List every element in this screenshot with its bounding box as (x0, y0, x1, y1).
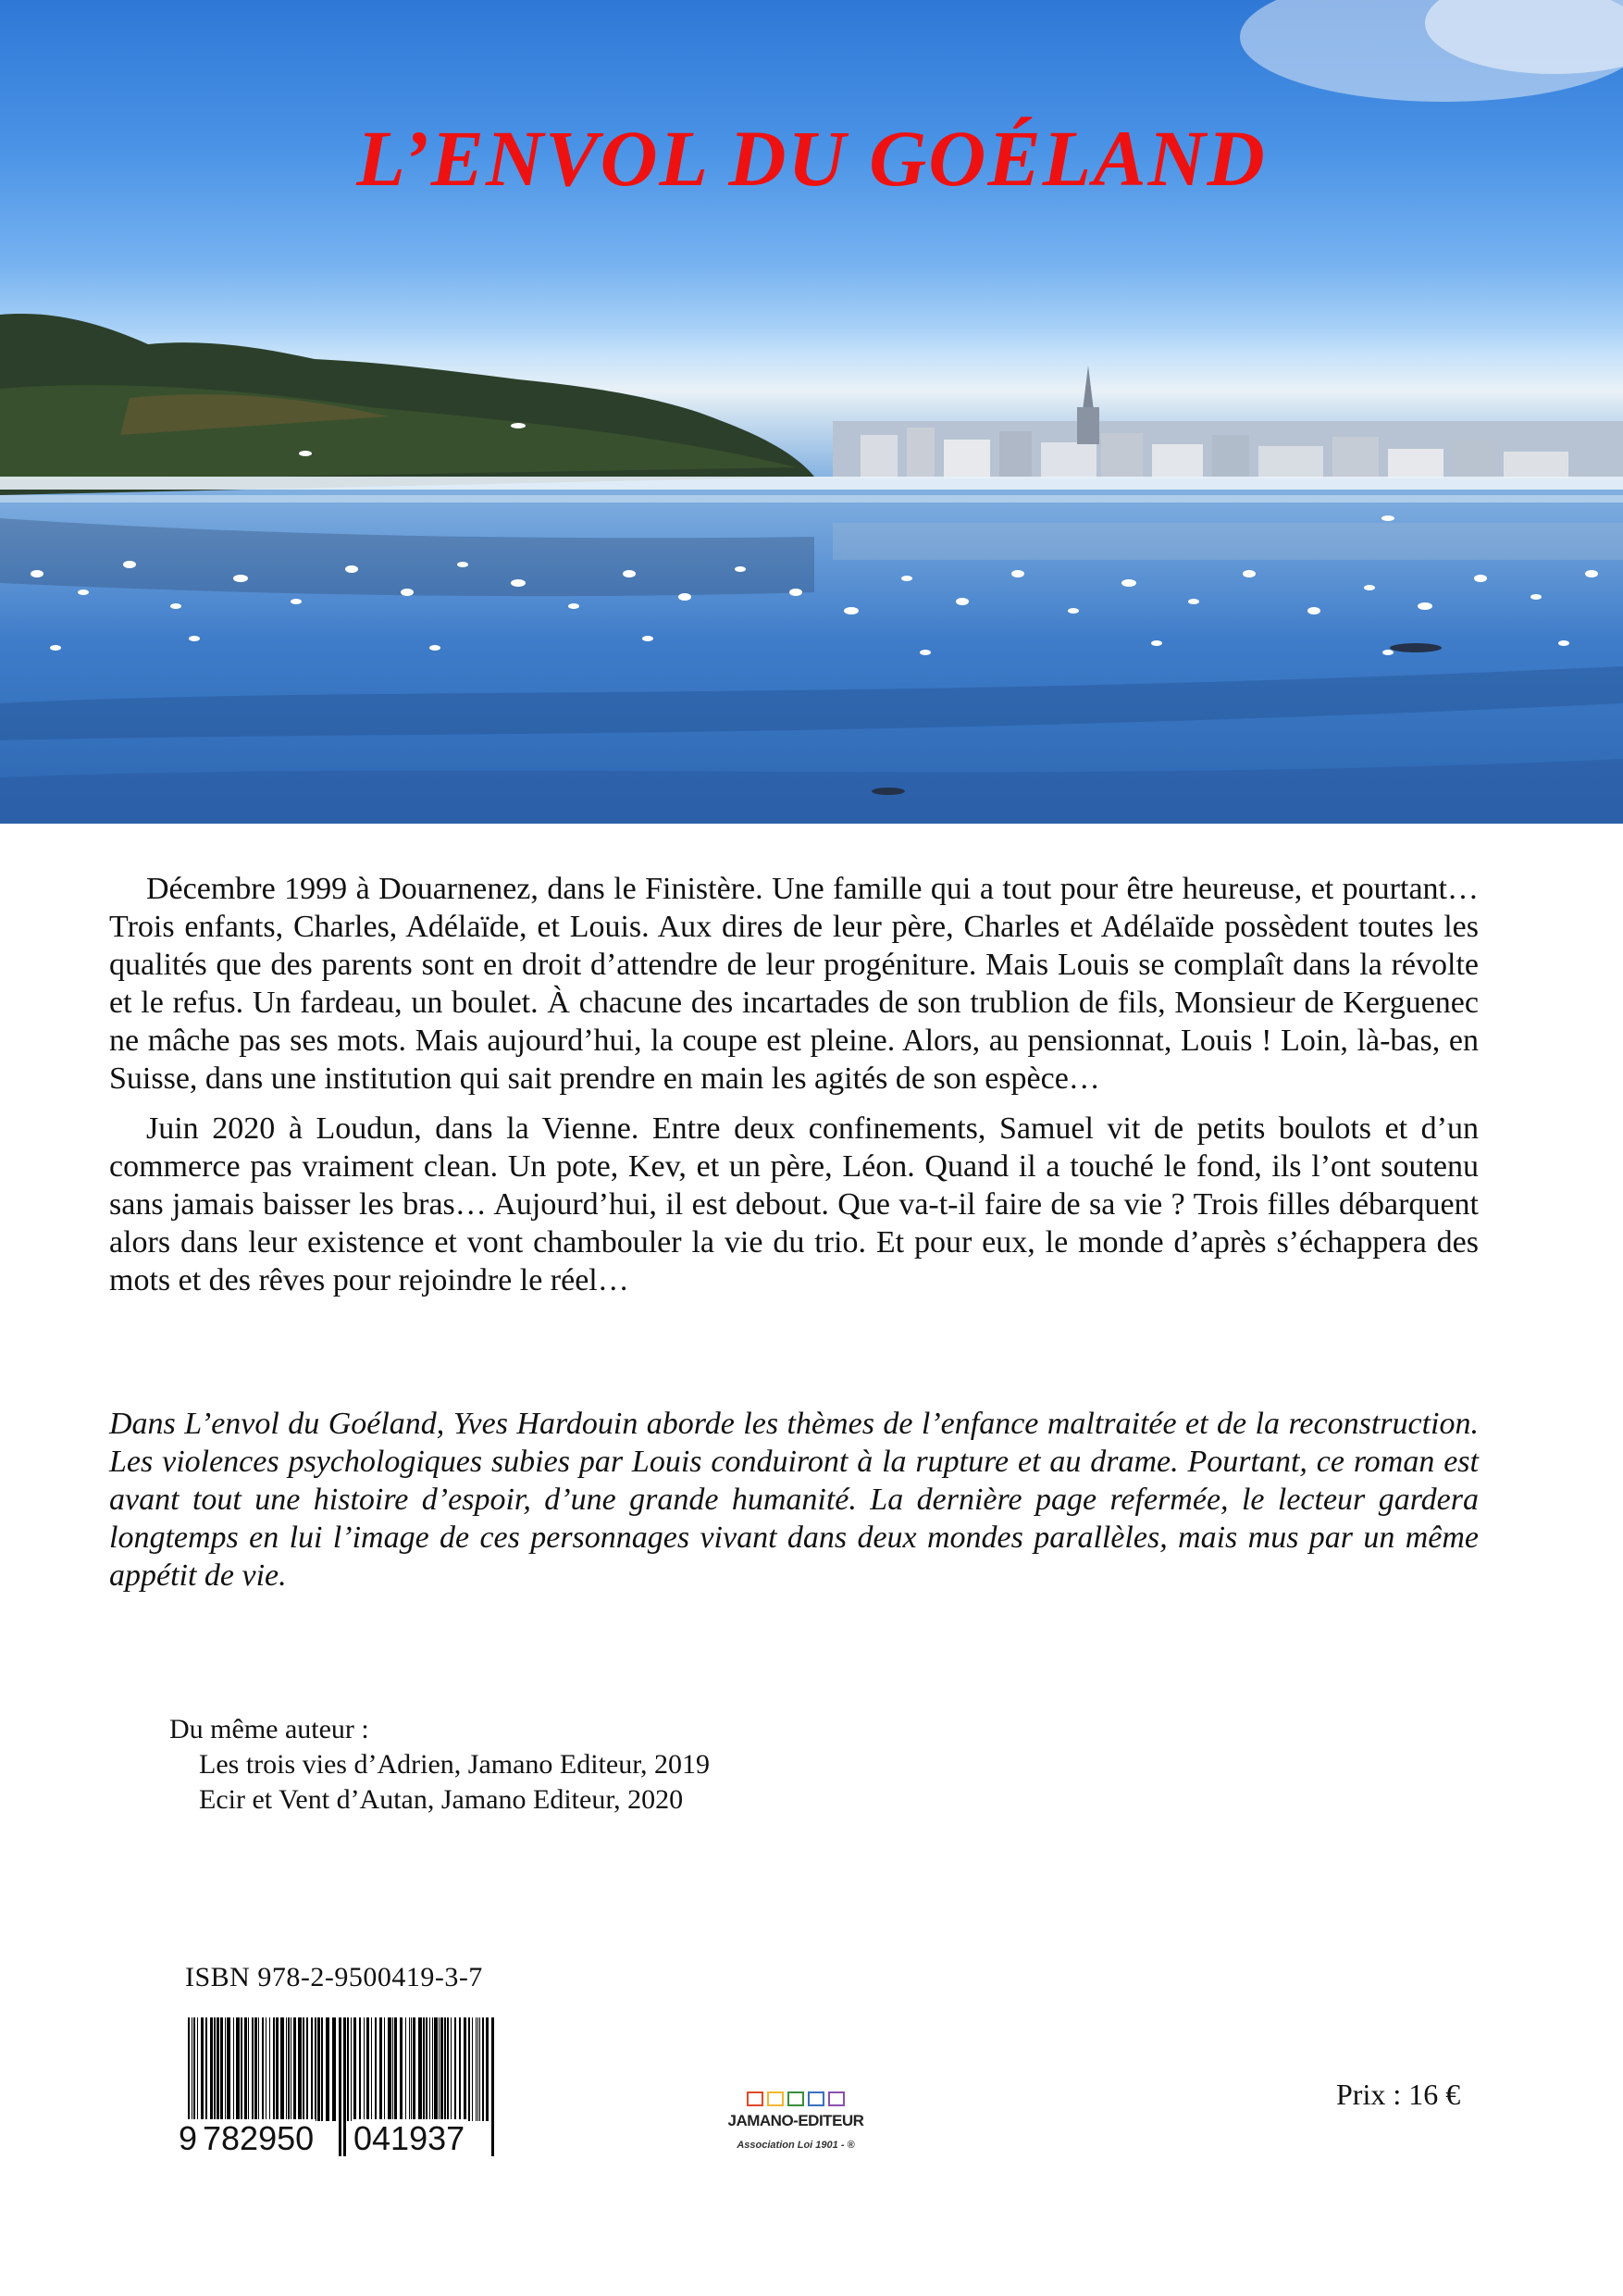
barcode-bar (468, 2017, 470, 2121)
barcode-bar (273, 2017, 275, 2121)
barcode-bar (444, 2017, 446, 2121)
book-item: Ecir et Vent d’Autan, Jamano Editeur, 2020 (199, 1784, 684, 1815)
barcode-bar (440, 2017, 443, 2121)
barcode-bar (429, 2017, 430, 2121)
barcode-bar (225, 2017, 226, 2121)
price: Prix : 16 € (1336, 2078, 1461, 2111)
same-author-section (169, 1712, 710, 1818)
barcode-bar (193, 2017, 195, 2121)
barcode-bar (451, 2017, 452, 2121)
barcode-bar (464, 2017, 466, 2121)
barcode-bar (347, 2017, 349, 2121)
logo-squares-icon (722, 2091, 870, 2106)
barcode-bar (392, 2017, 393, 2121)
barcode-digit-first: 9 (179, 2119, 198, 2157)
book-list (169, 1747, 710, 1818)
logo-square (808, 2091, 824, 2106)
barcode-bar (269, 2017, 270, 2121)
barcode-bar (454, 2017, 456, 2121)
barcode-bar (262, 2017, 264, 2121)
barcode-bar (280, 2017, 284, 2121)
barcode-bar (236, 2017, 240, 2121)
cover-photo (0, 0, 1623, 824)
barcode-bar (201, 2017, 204, 2121)
logo-square (787, 2091, 804, 2106)
barcode-bar (293, 2017, 296, 2121)
barcode-bar (388, 2017, 391, 2121)
barcode-bar (197, 2017, 198, 2121)
book-title: L’ENVOL DU GOÉLAND (356, 114, 1267, 203)
barcode-bar (288, 2017, 290, 2121)
publisher-logo (722, 2091, 870, 2151)
barcode-bar (315, 2017, 316, 2121)
barcode-digits (180, 2119, 500, 2158)
barcode-bar (413, 2017, 415, 2121)
barcode-bar (244, 2017, 247, 2121)
barcode-bar (227, 2017, 230, 2121)
book-item: Les trois vies d’Adrien, Jamano Editeur, 2019 (199, 1749, 711, 1780)
barcode-bar (371, 2017, 372, 2121)
barcode-bar (276, 2017, 279, 2121)
barcode-bar (375, 2017, 377, 2121)
barcode-bar (326, 2017, 329, 2121)
barcode-bar (252, 2017, 254, 2121)
barcode-bar (332, 2017, 336, 2121)
blurb-paragraph: Juin 2020 à Loudun, dans la Vienne. Entre deux confinements, Samuel vit de petits boulots et d’un commerce pas vraiment clean. Un pote, Kev, et un père, Léon. Quand il a touché le fond, ils l’ont soutenu sans jamais baisser les bras… Aujourd’hui, il est debout. Que va-t-il faire de sa vie ? Trois filles débarquent alors dans leur existence et vont chambouler la vie du trio. Et pour eux, le monde d’après s’échappera des mots et des rêves pour rejoindre le réel… (109, 1111, 1479, 1297)
barcode-bar (254, 2017, 257, 2121)
barcode-bar (351, 2017, 352, 2121)
barcode-bar (241, 2017, 242, 2121)
barcode-bar (306, 2017, 308, 2121)
barcode-bar (311, 2017, 313, 2121)
barcode-bar (210, 2017, 213, 2121)
barcode-bar (233, 2017, 234, 2121)
publisher-name: JAMANO-EDITEUR (727, 2112, 864, 2129)
barcode-bar (248, 2017, 249, 2121)
barcode-bar (394, 2017, 397, 2121)
barcode-bar (476, 2017, 477, 2121)
barcode-bar (418, 2017, 422, 2121)
barcode-bar (472, 2017, 473, 2121)
logo-square (747, 2091, 763, 2106)
barcode-bar (479, 2017, 480, 2121)
logo-square (828, 2091, 845, 2106)
review-paragraph: Dans L’envol du Goéland, Yves Hardouin aborde les thèmes de l’enfance maltraitée et de la reconstruction. Les violences psychologiques subies par Louis conduiront à la rupture et au drame. Pourtant, ce roman est avant tout une histoire d’espoir, d’une grande humanité. La dernière page refermée, le lecteur gardera longtemps en lui l’image de ces personnages vivant dans deux mondes parallèles, mais mus par un même appétit de vie. (109, 1407, 1479, 1593)
barcode-digits-right: 041937 (353, 2119, 465, 2157)
barcode-bar (400, 2017, 403, 2121)
barcode-bar (379, 2017, 382, 2121)
barcode-bar (405, 2017, 406, 2121)
distant-town (833, 366, 1623, 478)
barcode-bar (459, 2017, 461, 2121)
barcode-bar (220, 2017, 223, 2121)
blurb-paragraph: Décembre 1999 à Douarnenez, dans le Finistère. Une famille qui a tout pour être heureuse, et pourtant… Trois enfants, Charles, Adélaïde, et Louis. Aux dires de leur père, Charles et Adélaïde possèdent toutes les qualités que des parents sont en droit d’attendre de leur progéniture. Mais Louis se complaît dans la révolte et le refus. Un fardeau, un boulet. À chacune des incartades de son trublion de fils, Monsieur de Kerguenec ne mâche pas ses mots. Mais aujourd’hui, la coupe est pleine. Alors, au pensionnat, Louis ! Loin, là-bas, en Suisse, dans une institution qui sait prendre en main les agités de son espèce… (109, 872, 1479, 1096)
barcode-bar (298, 2017, 302, 2121)
barcode-bar (486, 2017, 489, 2121)
barcode-bar (321, 2017, 323, 2121)
barcode-bar (482, 2017, 484, 2121)
blurb (109, 870, 1479, 1311)
barcode-bar (286, 2017, 287, 2121)
barcode-bar (432, 2017, 433, 2121)
barcode-bar (359, 2017, 361, 2121)
logo-square (767, 2091, 784, 2106)
barcode-bar (214, 2017, 216, 2121)
isbn-label: ISBN 978-2-9500419-3-7 (185, 1962, 483, 1992)
publisher-tagline: Association Loi 1901 - ® (737, 2140, 855, 2151)
barcode-bar (258, 2017, 259, 2121)
barcode-bar (411, 2017, 412, 2121)
barcode-bar (205, 2017, 207, 2121)
barcode-bar (364, 2017, 365, 2121)
barcode-digits-left: 782950 (203, 2119, 315, 2157)
barcode-bar (353, 2017, 356, 2121)
barcode-bar (409, 2017, 410, 2121)
barcode-bar (439, 2017, 440, 2121)
barcode-bar (366, 2017, 369, 2121)
barcode-bar (477, 2017, 478, 2121)
barcode-bar (303, 2017, 304, 2121)
barcode-bar (217, 2017, 219, 2121)
barcode-bar (317, 2017, 320, 2121)
barcode-bar (423, 2017, 425, 2121)
same-author-heading: Du même auteur : (169, 1714, 369, 1744)
barcode-bar (434, 2017, 438, 2121)
barcode-bar (447, 2017, 449, 2121)
barcode-bar (426, 2017, 427, 2121)
barcode-bar (384, 2017, 385, 2121)
